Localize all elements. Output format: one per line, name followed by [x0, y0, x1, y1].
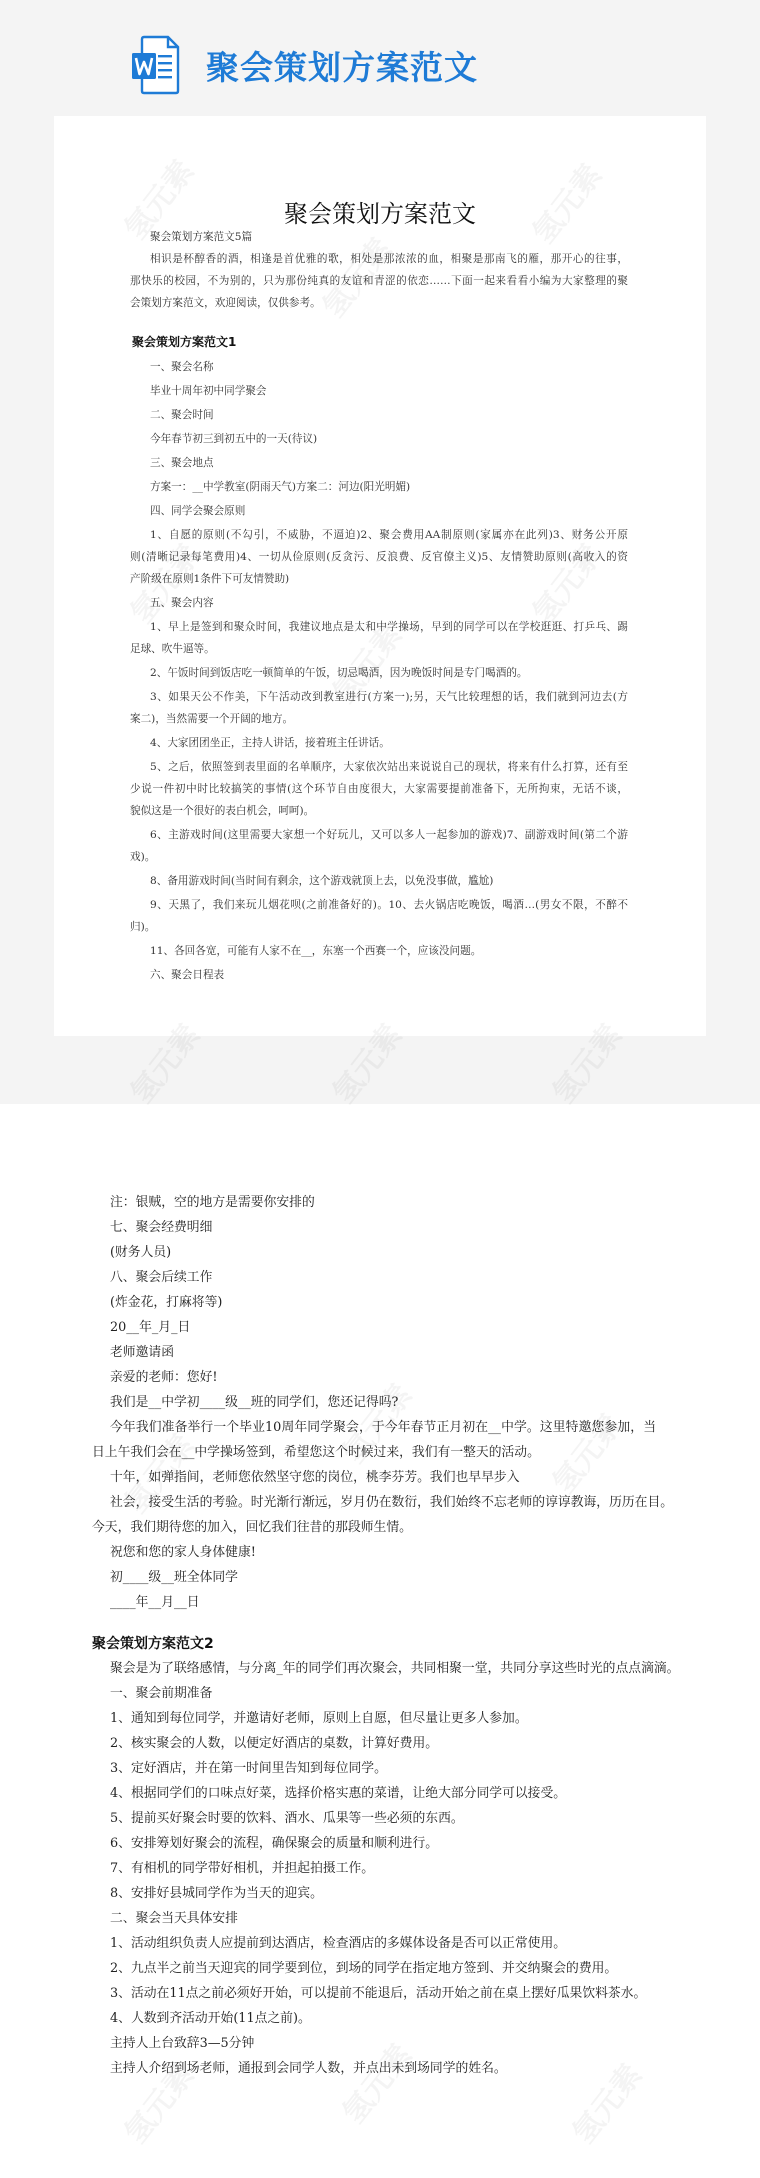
section-heading: 聚会策划方案范文1	[132, 335, 237, 349]
body-text-line: 会策划方案范文，欢迎阅读，仅供参考。	[130, 297, 321, 309]
body-text-line: 则(清晰记录每笔费用)4、一切从俭原则(反贪污、反浪费、反官僚主义)5、友情赞助原则(高收入的资	[130, 551, 628, 563]
body-text-line: 三、聚会地点	[150, 457, 214, 469]
body-text-line: 5、之后，依照签到表里面的名单顺序，大家依次站出来说说自己的现状，将来有什么打算，还有至	[150, 761, 628, 773]
body-text-line: 6、安排筹划好聚会的流程，确保聚会的质量和顺利进行。	[110, 1836, 439, 1851]
body-text-line: 五、聚会内容	[150, 597, 214, 609]
body-text-line: 方案一：__中学教室(阴雨天气)方案二：河边(阳光明媚)	[150, 481, 411, 493]
body-text-line: 9、天黑了，我们来玩儿烟花呗(之前准备好的)。10、去火锅店吃晚饭，喝酒…(男女不限，不醉不	[150, 899, 628, 911]
body-text-line: 亲爱的老师：您好!	[110, 1370, 218, 1385]
body-text-line: 2、午饭时间到饭店吃一顿简单的午饭，切忌喝酒，因为晚饭时间是专门喝酒的。	[150, 667, 528, 679]
body-text-line: 二、聚会当天具体安排	[110, 1911, 238, 1926]
body-text-line: 1、自愿的原则(不勾引，不威胁，不逼迫)2、聚会费用AA制原则(家属亦在此列)3、财务公开原	[150, 529, 628, 541]
body-text-line: 1、早上是签到和聚众时间，我建议地点是太和中学操场，早到的同学可以在学校逛逛、打乒乓、踢	[150, 621, 628, 633]
body-text-line: 一、聚会前期准备	[110, 1686, 213, 1701]
header-title: 聚会策划方案范文	[206, 47, 478, 87]
body-text-line: 4、大家团团坐正，主持人讲话，接着班主任讲话。	[150, 737, 390, 749]
word-document-icon	[132, 35, 180, 95]
body-text-line: 四、同学会聚会原则	[150, 505, 246, 517]
body-text-line: 主持人介绍到场老师，通报到会同学人数，并点出未到场同学的姓名。	[110, 2061, 507, 2076]
body-text-line: 2、九点半之前当天迎宾的同学要到位，到场的同学在指定地方签到、并交纳聚会的费用。	[110, 1961, 618, 1976]
body-text-line: 貌似这是一个很好的表白机会，呵呵)。	[130, 805, 315, 817]
body-text-line: 二、聚会时间	[150, 409, 214, 421]
body-text-line: (炸金花，打麻将等)	[110, 1295, 223, 1310]
body-text-line: 戏)。	[130, 851, 156, 863]
body-text-line: 今年春节初三到初五中的一天(待议)	[150, 433, 318, 445]
body-text-line: 3、活动在11点之前必须好开始，可以提前不能退后，活动开始之前在桌上摆好瓜果饮料茶水。	[110, 1986, 647, 2001]
body-text-line: 8、备用游戏时间(当时间有剩余，这个游戏就顶上去，以免没事做，尴尬)	[150, 875, 494, 887]
document-title: 聚会策划方案范文	[284, 200, 476, 228]
body-text-line: 社会，接受生活的考验。时光渐行渐远，岁月仍在数衍，我们始终不忘老师的谆谆教诲，历历在目。	[110, 1495, 674, 1510]
body-text-line: 毕业十周年初中同学聚会	[150, 385, 267, 397]
body-text-line: 3、如果天公不作美，下午活动改到教室进行(方案一);另，天气比较理想的话，我们就到河边去(方	[150, 691, 628, 703]
body-text-line: 八、聚会后续工作	[110, 1270, 213, 1285]
body-text-line: 8、安排好县城同学作为当天的迎宾。	[110, 1886, 323, 1901]
body-text-line: 5、提前买好聚会时要的饮料、酒水、瓜果等一些必须的东西。	[110, 1811, 464, 1826]
body-text-line: 4、人数到齐活动开始(11点之前)。	[110, 2011, 311, 2026]
body-text-line: 2、核实聚会的人数，以便定好酒店的桌数，计算好费用。	[110, 1736, 439, 1751]
body-text-line: 少说一件初中时比较搞笑的事情(这个环节自由度很大，大家需要提前准备下，无所拘束，无话不谈，	[130, 783, 628, 795]
body-text-line: 那快乐的校园，不为别的，只为那份纯真的友谊和青涩的依恋……下面一起来看看小编为大家整理的聚	[130, 275, 628, 287]
body-text-line: 聚会是为了联络感情，与分离_年的同学们再次聚会，共同相聚一堂，共同分享这些时光的点点滴滴。	[110, 1661, 680, 1676]
body-text-line: 聚会策划方案范文5篇	[150, 231, 253, 243]
body-text-line: 1、活动组织负责人应提前到达酒店，检查酒店的多媒体设备是否可以正常使用。	[110, 1936, 567, 1951]
body-text-line: 足球、吹牛逼等。	[130, 643, 215, 655]
body-text-line: 初____级__班全体同学	[110, 1570, 238, 1585]
section-heading: 聚会策划方案范文2	[92, 1636, 214, 1652]
body-text-line: 我们是__中学初____级__班的同学们，您还记得吗?	[110, 1395, 399, 1410]
body-text-line: 老师邀请函	[110, 1345, 174, 1360]
watermark	[560, 2053, 650, 2151]
body-text-line: 11、各回各宽，可能有人家不在__，东塞一个西赛一个，应该没问题。	[150, 945, 482, 957]
body-text-line: 案二)，当然需要一个开阔的地方。	[130, 713, 294, 725]
body-text-line: 3、定好酒店，并在第一时间里告知到每位同学。	[110, 1761, 387, 1776]
body-text-line: 6、主游戏时间(这里需要大家想一个好玩儿，又可以多人一起参加的游戏)7、副游戏时间(第二个游	[150, 829, 628, 841]
body-text-line: 日上午我们会在__中学操场签到，希望您这个时候过来，我们有一整天的活动。	[92, 1445, 540, 1460]
body-text-line: 六、聚会日程表	[150, 969, 225, 981]
body-text-line: 20__年_月_日	[110, 1320, 191, 1335]
body-text-line: 主持人上台致辞3—5分钟	[110, 2036, 255, 2051]
body-text-line: 七、聚会经费明细	[110, 1220, 213, 1235]
body-text-line: 产阶级在原则1条件下可友情赞助)	[130, 573, 290, 585]
body-text-line: 1、通知到每位同学，并邀请好老师，原则上自愿，但尽量让更多人参加。	[110, 1711, 528, 1726]
body-text-line: 注：银贼，空的地方是需要你安排的	[110, 1195, 315, 1210]
body-text-line: 归)。	[130, 921, 156, 933]
body-text-line: 今天，我们期待您的加入，回忆我们往昔的那段师生情。	[92, 1520, 412, 1535]
body-text-line: 4、根据同学们的口味点好菜，选择价格实惠的菜谱，让绝大部分同学可以接受。	[110, 1786, 567, 1801]
watermark	[330, 2033, 420, 2131]
body-text-line: (财务人员)	[110, 1245, 172, 1260]
document-header	[132, 30, 478, 100]
body-text-line: 今年我们准备举行一个毕业10周年同学聚会，于今年春节正月初在__中学。这里特邀您参加，当	[110, 1420, 656, 1435]
body-text-line: ____年__月__日	[110, 1595, 200, 1610]
body-text-line: 祝您和您的家人身体健康!	[110, 1545, 256, 1560]
body-text-line: 7、有相机的同学带好相机，并担起拍摄工作。	[110, 1861, 375, 1876]
body-text-line: 一、聚会名称	[150, 361, 214, 373]
body-text-line: 十年，如弹指间，老师您依然坚守您的岗位，桃李芬芳。我们也早早步入	[110, 1470, 520, 1485]
body-text-line: 相识是杯醇香的酒，相逢是首优雅的歌，相处是那浓浓的血，相聚是那南飞的雁，那开心的往事，	[150, 253, 628, 265]
